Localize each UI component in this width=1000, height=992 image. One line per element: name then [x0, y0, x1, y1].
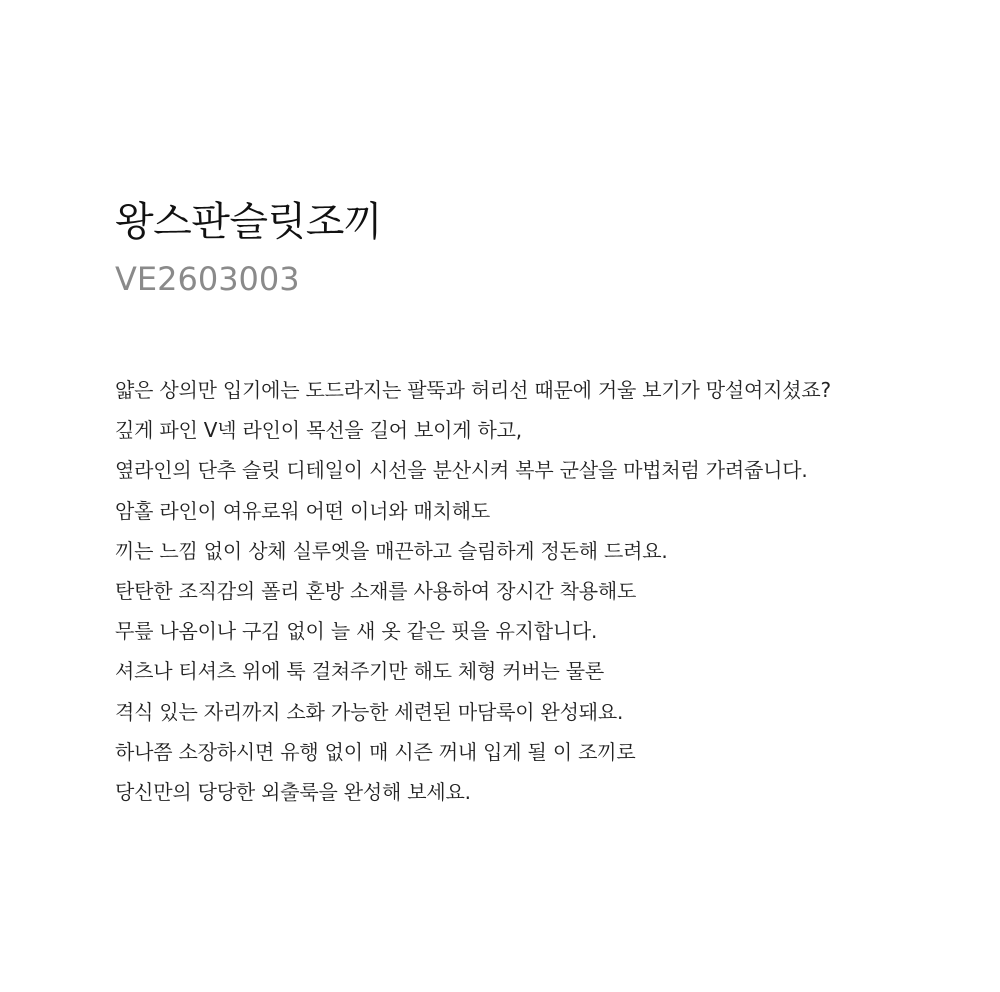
description-line: 셔츠나 티셔츠 위에 툭 걸쳐주기만 해도 체형 커버는 물론 [115, 659, 605, 684]
description-line: 탄탄한 조직감의 폴리 혼방 소재를 사용하여 장시간 착용해도 [115, 579, 637, 604]
product-code: VE2603003 [115, 260, 300, 298]
description-line: 암홀 라인이 여유로워 어떤 이너와 매치해도 [115, 498, 490, 523]
product-description [115, 370, 831, 812]
description-line: 하나쯤 소장하시면 유행 없이 매 시즌 꺼내 입게 될 이 조끼로 [115, 739, 636, 764]
description-line: 끼는 느낌 없이 상체 실루엣을 매끈하고 슬림하게 정돈해 드려요. [115, 538, 668, 563]
product-title: 왕스판슬릿조끼 [115, 199, 382, 245]
description-line: 격식 있는 자리까지 소화 가능한 세련된 마담룩이 완성돼요. [115, 699, 624, 724]
description-line: 깊게 파인 V넥 라인이 목선을 길어 보이게 하고, [115, 418, 522, 443]
description-line: 옆라인의 단추 슬릿 디테일이 시선을 분산시켜 복부 군살을 마법처럼 가려줍니다. [115, 458, 808, 483]
description-line: 무릎 나옴이나 구김 없이 늘 새 옷 같은 핏을 유지합니다. [115, 619, 598, 644]
description-line: 얇은 상의만 입기에는 도드라지는 팔뚝과 허리선 때문에 거울 보기가 망설여지셨죠? [115, 378, 831, 402]
description-line: 당신만의 당당한 외출룩을 완성해 보세요. [115, 780, 471, 805]
